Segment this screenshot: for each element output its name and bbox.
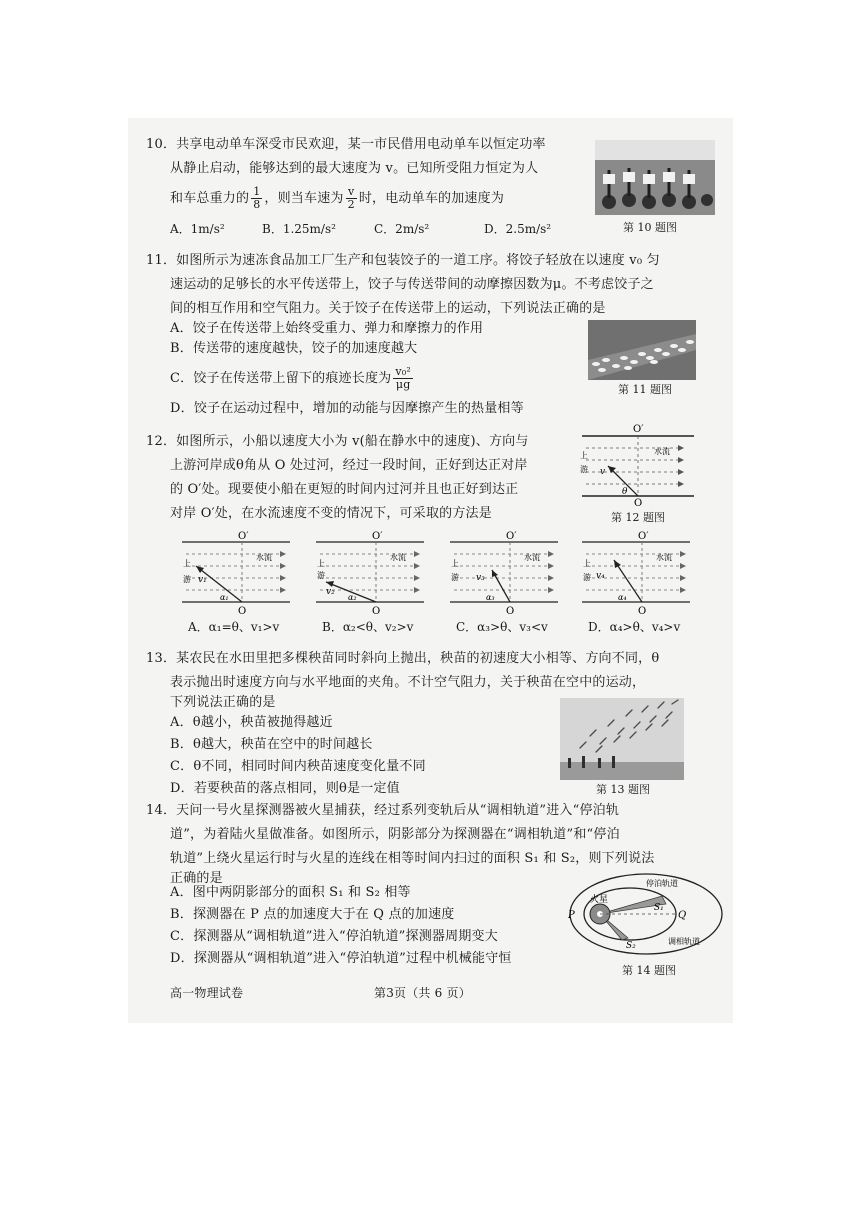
fraction-v-half: $\frac{v}{2}$	[347, 185, 355, 211]
svg-text:α₄: α₄	[618, 593, 627, 602]
svg-text:O′: O′	[638, 531, 649, 542]
q14-option-c: C．探测器从“调相轨道”进入“停泊轨道”探测器周期变大	[170, 929, 498, 944]
svg-text:S₂: S₂	[626, 941, 636, 951]
q12-option-d: D．α₄>θ、v₄>v	[588, 620, 681, 634]
svg-text:O: O	[634, 498, 643, 508]
q14-caption: 第 14 题图	[622, 964, 676, 977]
footer-subject: 高一物理试卷	[170, 986, 244, 1000]
q10-option-b: B．1.25m/s²	[262, 222, 336, 236]
q13-option-b: B．θ越大，秧苗在空中的时间越长	[170, 737, 373, 752]
q11-line-2: 速运动的足够长的水平传送带上，饺子与传送带间的动摩擦因数为μ。不考虑饺子之	[170, 277, 654, 292]
svg-text:O: O	[238, 606, 247, 616]
q11-caption: 第 11 题图	[618, 383, 672, 396]
svg-text:Q: Q	[678, 910, 687, 921]
svg-text:上: 上	[183, 559, 191, 568]
svg-text:v: v	[600, 467, 606, 477]
svg-text:O′: O′	[506, 531, 517, 542]
fraction-v0sq-over-mug: $\frac{\text{v₀²}}{\mu g}$	[395, 365, 411, 391]
svg-text:θ: θ	[622, 487, 628, 497]
q12-option-a-figure	[180, 530, 292, 616]
q14-option-a: A．图中两阴影部分的面积 S₁ 和 S₂ 相等	[170, 885, 411, 900]
q13-seedlings-photo	[560, 698, 684, 780]
q13-caption: 第 13 题图	[596, 783, 650, 796]
svg-text:上: 上	[580, 451, 588, 460]
q11-dumplings-photo	[588, 320, 696, 380]
q11-option-d: D．饺子在运动过程中，增加的动能与因摩擦产生的热量相等	[170, 401, 524, 416]
svg-text:水流: 水流	[654, 447, 670, 456]
q12-line-3: 的 O′处。现要使小船在更短的时间内过河并且也正好到达正	[170, 482, 519, 497]
q13-line-2: 表示抛出时速度方向与水平地面的夹角。不计空气阻力，关于秧苗在空中的运动，	[170, 675, 646, 690]
q14-orbit-figure	[564, 872, 724, 962]
q12-option-b-figure	[314, 530, 426, 616]
fraction-one-eighth: $\frac{1}{8}$	[253, 185, 261, 211]
svg-text:v₂: v₂	[326, 587, 335, 597]
q12-caption: 第 12 题图	[611, 511, 665, 524]
svg-text:游: 游	[317, 571, 325, 580]
svg-text:游: 游	[183, 575, 191, 584]
q12-option-b: B．α₂<θ、v₂>v	[322, 620, 414, 634]
svg-text:P: P	[568, 910, 575, 921]
svg-text:火星: 火星	[590, 895, 609, 905]
q10-caption: 第 10 题图	[623, 221, 677, 234]
q11-line-3: 间的相互作用和空气阻力。关于饺子在传送带上的运动，下列说法正确的是	[170, 301, 606, 316]
q13-line-1: 13．某农民在水田里把多棵秧苗同时斜向上抛出，秧苗的初速度大小相等、方向不同，θ	[146, 651, 660, 666]
q10-line-2: 从静止启动，能够达到的最大速度为 v。已知所受阻力恒定为人	[170, 161, 539, 176]
q12-option-c-figure	[448, 530, 560, 616]
svg-text:O′: O′	[372, 531, 383, 542]
q13-option-c: C．θ不同，相同时间内秧苗速度变化量不同	[170, 759, 426, 774]
q12-line-4: 对岸 O′处，在水流速度不变的情况下，可采取的方法是	[170, 506, 492, 521]
svg-text:水流: 水流	[656, 553, 672, 562]
svg-text:α₁: α₁	[220, 593, 229, 602]
svg-text:调相轨道: 调相轨道	[668, 937, 700, 946]
svg-text:水流: 水流	[524, 553, 540, 562]
svg-text:游: 游	[451, 573, 459, 582]
q11-option-c: C．饺子在传送带上留下的痕迹长度为 $\frac{\text{v₀²}}{\mu g}$	[170, 365, 411, 391]
svg-text:v₄: v₄	[596, 571, 605, 581]
q10-line-1: 10．共享电动单车深受市民欢迎，某一市民借用电动单车以恒定功率	[146, 137, 546, 152]
svg-text:水流: 水流	[256, 553, 272, 562]
svg-text:水流: 水流	[390, 553, 406, 562]
q12-option-c: C．α₃>θ、v₃<v	[456, 620, 548, 634]
svg-text:游: 游	[580, 465, 588, 474]
q12-option-a: A．α₁=θ、v₁>v	[188, 620, 280, 634]
svg-text:S₁: S₁	[654, 903, 664, 913]
q13-line-3: 下列说法正确的是	[170, 695, 276, 710]
q14-option-b: B．探测器在 P 点的加速度大于在 Q 点的加速度	[170, 907, 455, 922]
q12-line-1: 12．如图所示，小船以速度大小为 v(船在静水中的速度)、方向与	[146, 434, 529, 449]
q14-line-2: 道”，为着陆火星做准备。如图所示，阴影部分为探测器在“调相轨道”和“停泊	[170, 827, 620, 842]
q14-line-1: 14．天问一号火星探测器被火星捕获，经过系列变轨后从“调相轨道”进入“停泊轨	[146, 803, 620, 818]
q10-option-d: D．2.5m/s²	[484, 222, 552, 236]
q14-option-d: D．探测器从“调相轨道”进入“停泊轨道”过程中机械能守恒	[170, 951, 512, 966]
q12-river-figure	[578, 422, 698, 508]
svg-text:α₂: α₂	[348, 593, 357, 602]
svg-text:α₃: α₃	[486, 593, 495, 602]
svg-text:v₁: v₁	[198, 575, 207, 585]
q14-line-3: 轨道”上绕火星运行时与火星的连线在相等时间内扫过的面积 S₁ 和 S₂，则下列说法	[170, 851, 655, 866]
q10-option-a: A．1m/s²	[170, 222, 225, 236]
q11-line-1: 11．如图所示为速冻食品加工厂生产和包装饺子的一道工序。将饺子轻放在以速度 v₀ 匀	[146, 253, 660, 268]
q13-option-d: D．若要秧苗的落点相同，则θ是一定值	[170, 781, 400, 796]
q10-bikes-photo	[595, 140, 715, 215]
svg-text:上: 上	[583, 559, 591, 568]
q12-option-d-figure	[580, 530, 692, 616]
q10-line-3: 和车总重力的 $\frac{1}{8}$ ，则当车速为 $\frac{v}{2}$ 时，电动单车的加速度为	[170, 185, 505, 211]
svg-text:O′: O′	[633, 424, 644, 435]
svg-text:上: 上	[451, 559, 459, 568]
svg-text:上: 上	[317, 559, 325, 568]
svg-text:游: 游	[583, 573, 591, 582]
svg-text:O′: O′	[238, 531, 249, 542]
q13-option-a: A．θ越小，秧苗被抛得越近	[170, 715, 333, 730]
svg-text:停泊轨道: 停泊轨道	[646, 879, 678, 888]
svg-text:O: O	[638, 606, 647, 616]
q12-line-2: 上游河岸成θ角从 O 处过河，经过一段时间，正好到达正对岸	[170, 458, 528, 473]
q11-option-b: B．传送带的速度越快，饺子的加速度越大	[170, 341, 418, 356]
footer-page-number: 第3页（共 6 页）	[374, 986, 471, 1000]
svg-text:O: O	[506, 606, 515, 616]
svg-text:v₃: v₃	[476, 573, 485, 583]
svg-text:O: O	[372, 606, 381, 616]
q11-option-a: A．饺子在传送带上始终受重力、弹力和摩擦力的作用	[170, 321, 484, 336]
q14-line-4: 正确的是	[170, 871, 223, 886]
q10-option-c: C．2m/s²	[374, 222, 430, 236]
